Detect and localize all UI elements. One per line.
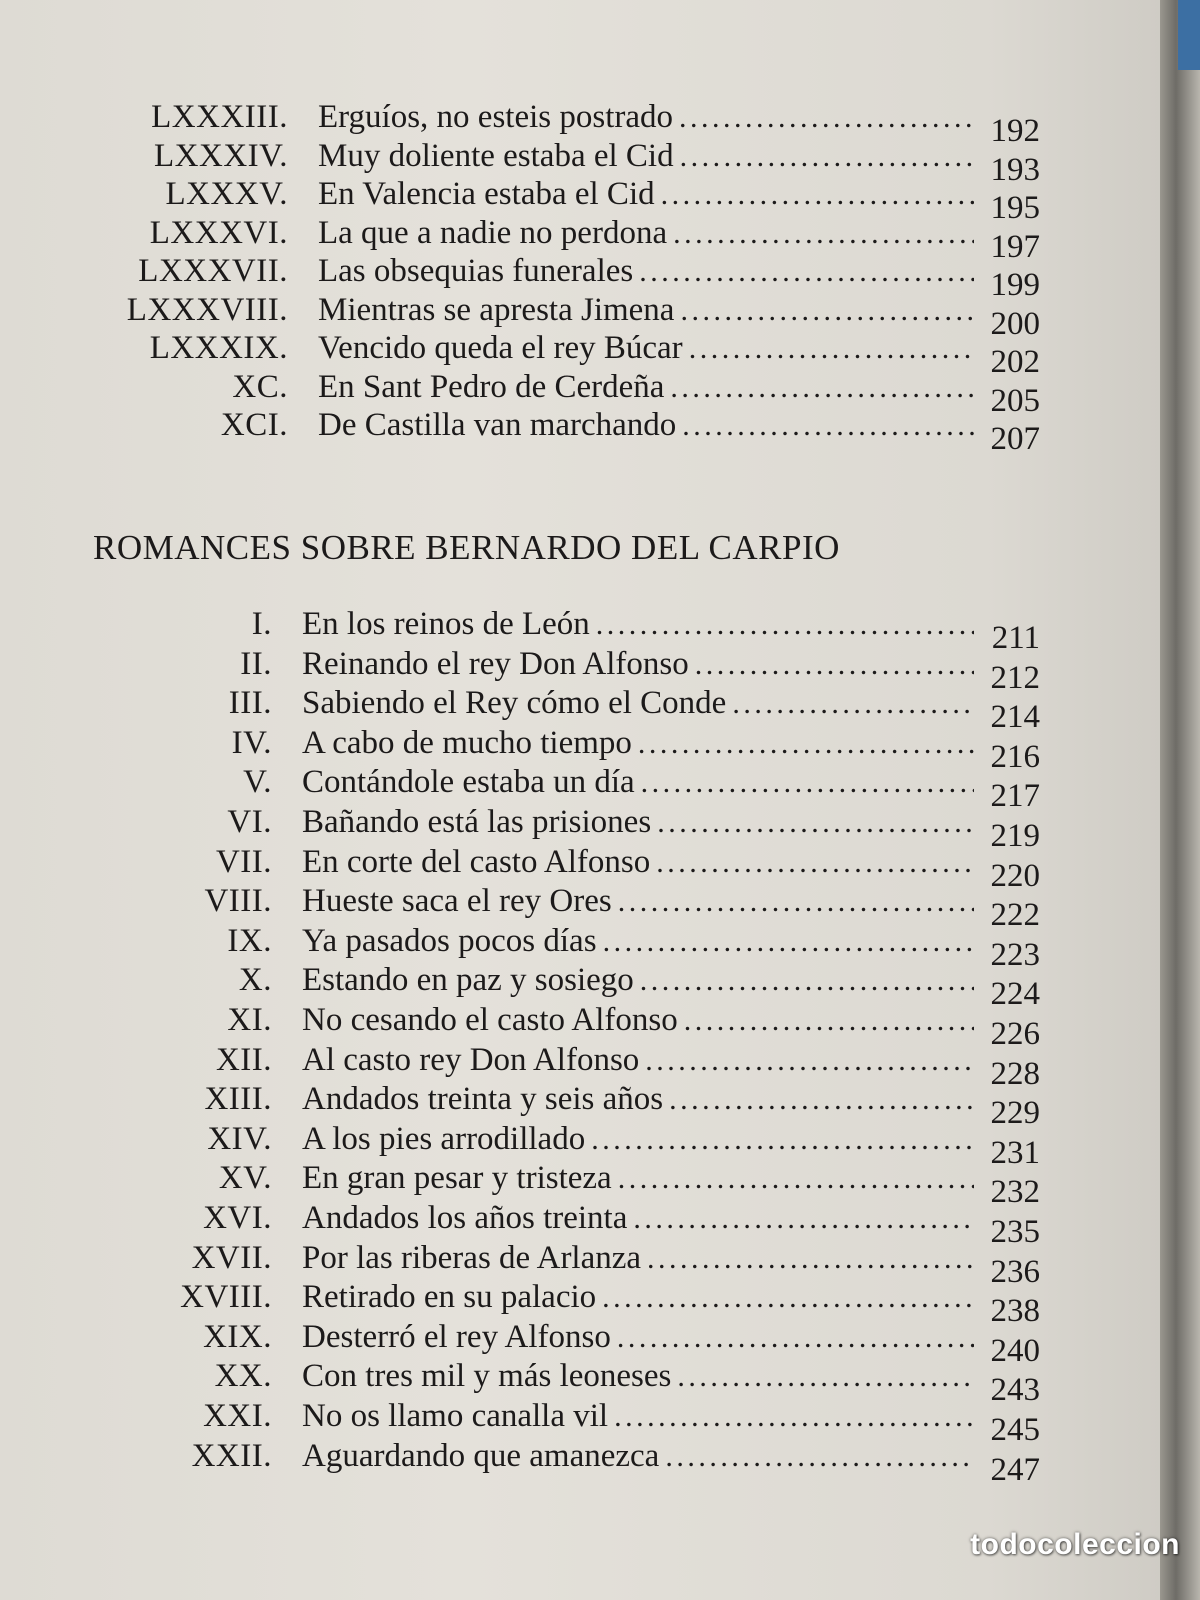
entry-title: Las obsequias funerales — [318, 253, 634, 289]
dot-leader — [661, 176, 974, 214]
entry-title: Con tres mil y más leoneses — [302, 1358, 672, 1395]
entry-page-number: 226 — [990, 1016, 1040, 1052]
toc-entry — [60, 1397, 1040, 1448]
toc-entry — [60, 1041, 1040, 1092]
dot-leader — [669, 1081, 974, 1119]
entry-title: En gran pesar y tristeza — [302, 1160, 612, 1197]
toc-entry — [60, 1239, 1040, 1290]
entry-number: XV. — [218, 1160, 272, 1197]
entry-number: LXXXVI. — [149, 214, 288, 251]
toc-entry — [60, 922, 1040, 973]
entry-page-number: 238 — [990, 1293, 1040, 1330]
dot-leader — [603, 923, 974, 961]
entry-number: XVI. — [203, 1200, 272, 1236]
entry-number: XVII. — [191, 1239, 272, 1276]
toc-entry — [60, 329, 1040, 380]
toc-entry — [60, 645, 1040, 696]
entry-title: No os llamo canalla vil — [302, 1398, 609, 1434]
entry-page-number: 200 — [990, 305, 1040, 342]
entry-number: VII. — [215, 843, 272, 880]
entry-page-number: 211 — [991, 620, 1040, 656]
entry-page-number: 212 — [990, 659, 1040, 696]
entry-number: XI. — [227, 1002, 272, 1038]
entry-title: No cesando el casto Alfonso — [302, 1002, 678, 1038]
entry-number: XIII. — [204, 1081, 272, 1118]
dot-leader — [596, 606, 974, 644]
dot-leader — [689, 330, 974, 368]
entry-title: Sabiendo el Rey cómo el Conde — [302, 685, 727, 722]
entry-title: Por las riberas de Arlanza — [302, 1239, 642, 1276]
entry-title: Andados los años treinta — [302, 1200, 628, 1236]
dot-leader — [602, 1279, 974, 1317]
entry-number: LXXXVIII. — [126, 291, 288, 328]
entry-page-number: 202 — [990, 344, 1040, 380]
entry-page-number: 193 — [990, 151, 1040, 188]
entry-title: Estando en paz y sosiego — [302, 962, 634, 999]
dot-leader — [657, 804, 974, 842]
dot-leader — [647, 1240, 974, 1278]
entry-page-number: 219 — [990, 818, 1040, 854]
toc-entry — [60, 252, 1040, 303]
toc-entry — [60, 368, 1040, 419]
entry-page-number: 217 — [990, 778, 1040, 815]
toc-entry — [60, 1357, 1040, 1409]
entry-page-number: 224 — [990, 976, 1040, 1013]
toc-entry — [60, 1120, 1040, 1171]
toc-entry — [60, 1001, 1040, 1052]
dot-leader — [679, 99, 974, 137]
entry-page-number: 223 — [990, 936, 1040, 973]
entry-title: Al casto rey Don Alfonso — [302, 1041, 640, 1078]
entry-page-number: 228 — [990, 1055, 1040, 1092]
entry-title: Muy doliente estaba el Cid — [318, 137, 674, 174]
dot-leader — [732, 685, 974, 723]
toc-entry — [60, 684, 1040, 736]
entry-title: Vencido queda el rey Búcar — [318, 330, 683, 366]
entry-title: En corte del casto Alfonso — [302, 843, 651, 880]
dot-leader — [639, 253, 974, 291]
toc-entry — [60, 291, 1040, 342]
entry-title: A cabo de mucho tiempo — [302, 724, 632, 761]
toc-entry — [60, 1278, 1040, 1330]
entry-number: VIII. — [204, 883, 272, 920]
entry-page-number: 192 — [990, 113, 1040, 149]
entry-number: II. — [240, 645, 272, 682]
entry-number: X. — [238, 962, 272, 999]
entry-number: XX. — [214, 1358, 272, 1395]
toc-entry — [60, 882, 1040, 934]
dot-leader — [638, 725, 974, 763]
toc-entry — [60, 803, 1040, 854]
dot-leader — [680, 138, 974, 176]
entry-page-number: 247 — [990, 1451, 1040, 1488]
entry-number: XII. — [215, 1041, 272, 1078]
toc-entry — [60, 1199, 1040, 1250]
entry-page-number: 195 — [990, 190, 1040, 226]
entry-page-number: 216 — [990, 738, 1040, 775]
dot-leader — [614, 1398, 974, 1436]
entry-title: En Valencia estaba el Cid — [318, 176, 655, 212]
toc-entry — [60, 98, 1040, 149]
entry-title: Desterró el rey Alfonso — [302, 1318, 611, 1355]
toc-entry — [60, 1318, 1040, 1369]
entry-number: XIV. — [207, 1120, 272, 1157]
entry-page-number: 199 — [990, 267, 1040, 303]
entry-number: XXII. — [191, 1437, 272, 1474]
toc-entry — [60, 763, 1040, 815]
toc-entry — [60, 605, 1040, 656]
entry-number: XVIII. — [180, 1279, 272, 1316]
entry-number: LXXXIV. — [154, 137, 288, 174]
toc-entry — [60, 843, 1040, 894]
entry-title: Erguíos, no esteis postrado — [318, 99, 674, 135]
dot-leader — [677, 1358, 974, 1396]
entry-page-number: 236 — [990, 1253, 1040, 1290]
entry-title: Reinando el rey Don Alfonso — [302, 645, 689, 682]
entry-number: III. — [228, 685, 272, 722]
entry-page-number: 220 — [990, 857, 1040, 894]
entry-title: Contándole estaba un día — [302, 764, 635, 801]
entry-number: LXXXV. — [165, 176, 288, 212]
entry-title: Ya pasados pocos días — [302, 922, 597, 959]
entry-title: En los reinos de León — [302, 606, 590, 642]
toc-entry — [60, 1159, 1040, 1211]
dot-leader — [695, 646, 974, 684]
entry-number: V. — [243, 764, 272, 801]
entry-number: LXXXVII. — [138, 253, 288, 289]
entry-number: IV. — [231, 724, 272, 761]
entry-title: Andados treinta y seis años — [302, 1081, 664, 1118]
entry-number: XXI. — [203, 1398, 272, 1434]
entry-page-number: 240 — [990, 1332, 1040, 1369]
entry-number: IX. — [227, 922, 272, 959]
dot-leader — [641, 764, 974, 802]
entry-title: Hueste saca el rey Ores — [302, 883, 612, 920]
entry-title: Bañando está las prisiones — [302, 804, 652, 840]
entry-title: Retirado en su palacio — [302, 1279, 597, 1316]
entry-page-number: 243 — [990, 1372, 1040, 1409]
dot-leader — [640, 962, 974, 1000]
entry-title: De Castilla van marchando — [318, 407, 677, 443]
toc-entry — [60, 1080, 1040, 1132]
dot-leader — [665, 1438, 974, 1476]
cover-edge — [1178, 0, 1200, 70]
entry-page-number: 214 — [990, 699, 1040, 736]
entry-page-number: 229 — [990, 1095, 1040, 1132]
entry-title: A los pies arrodillado — [302, 1120, 586, 1157]
page-edge-shadow — [1160, 0, 1200, 1600]
entry-number: LXXXIX. — [149, 330, 288, 366]
entry-title: Mientras se apresta Jimena — [318, 291, 675, 328]
entry-page-number: 207 — [990, 421, 1040, 457]
toc-entry — [60, 175, 1040, 226]
entry-page-number: 205 — [990, 382, 1040, 419]
dot-leader — [618, 1160, 974, 1198]
entry-number: VI. — [227, 804, 272, 840]
dot-leader — [617, 1319, 974, 1357]
dot-leader — [591, 1121, 974, 1159]
section-heading: ROMANCES SOBRE BERNARDO DEL CARPIO — [93, 528, 840, 567]
toc-entry — [60, 724, 1040, 775]
dot-leader — [645, 1042, 974, 1080]
entry-page-number: 235 — [990, 1214, 1040, 1250]
entry-page-number: 232 — [990, 1174, 1040, 1211]
dot-leader — [682, 407, 974, 445]
toc-entry — [60, 137, 1040, 188]
dot-leader — [633, 1200, 974, 1238]
entry-page-number: 197 — [990, 228, 1040, 265]
toc-entry — [60, 1437, 1040, 1488]
dot-leader — [656, 844, 974, 882]
entry-title: Aguardando que amanezca — [302, 1437, 660, 1474]
toc-entry — [60, 406, 1040, 457]
entry-page-number: 231 — [990, 1134, 1040, 1171]
entry-title: La que a nadie no perdona — [318, 214, 668, 251]
dot-leader — [618, 883, 974, 921]
dot-leader — [670, 369, 974, 407]
entry-number: XIX. — [203, 1318, 272, 1355]
entry-page-number: 222 — [990, 897, 1040, 934]
toc-entry — [60, 961, 1040, 1013]
entry-number: LXXXIII. — [151, 99, 288, 135]
dot-leader — [684, 1002, 974, 1040]
entry-page-number: 245 — [990, 1412, 1040, 1448]
entry-number: I. — [251, 606, 272, 642]
entry-number: XC. — [232, 368, 288, 405]
watermark-logo: todocoleccion — [970, 1528, 1180, 1561]
entry-title: En Sant Pedro de Cerdeña — [318, 368, 665, 405]
dot-leader — [673, 215, 974, 253]
entry-number: XCI. — [220, 407, 288, 443]
dot-leader — [680, 292, 974, 330]
toc-entry — [60, 214, 1040, 265]
